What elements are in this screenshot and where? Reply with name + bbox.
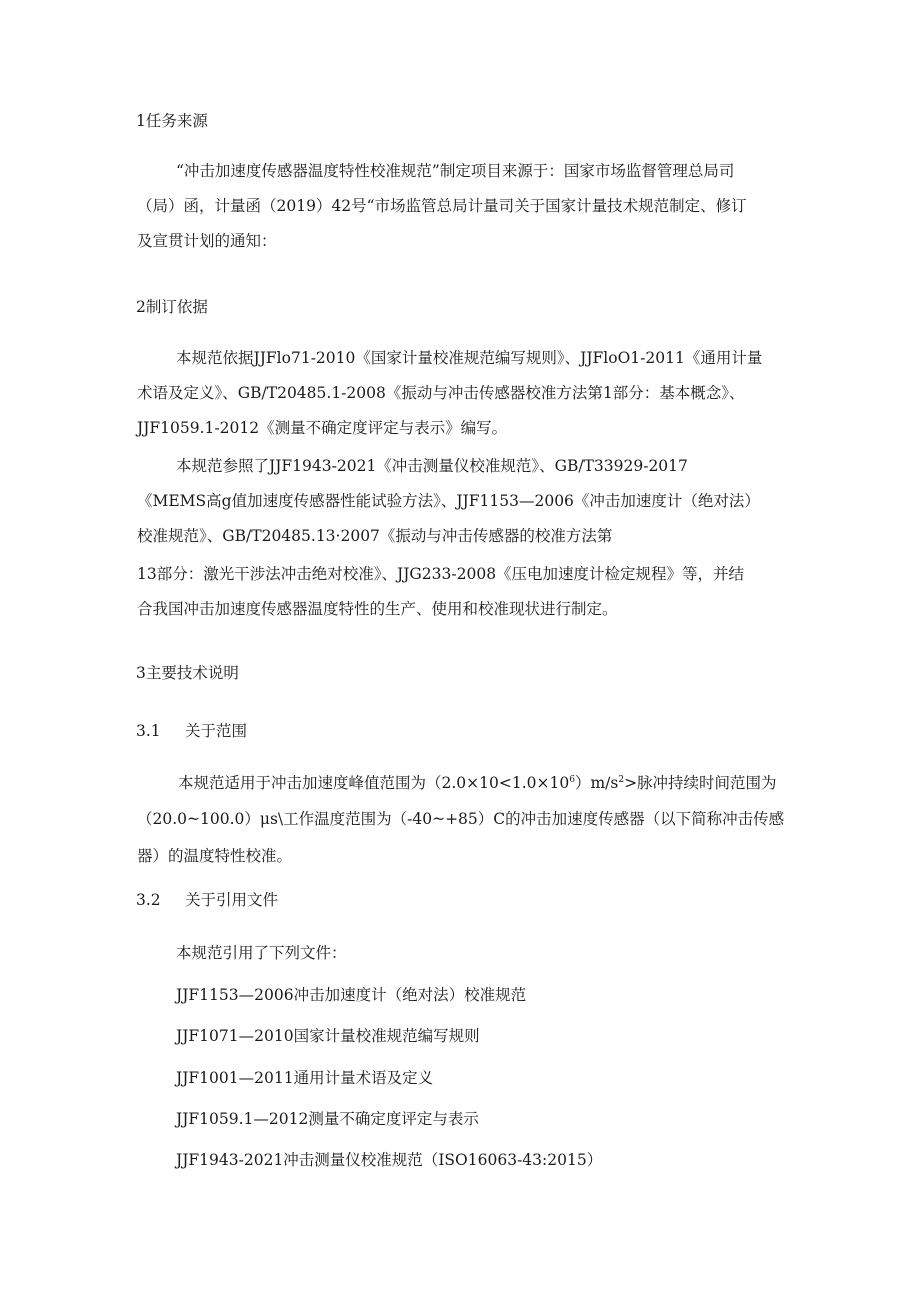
- superscript: 2: [618, 775, 625, 785]
- text-run: >脉冲持续时间范围为: [624, 774, 777, 792]
- reference-item: JJF1059.1—2012测量不确定度评定与表示: [176, 1110, 479, 1128]
- paragraph-line: “冲击加速度传感器温度特性校准规范”制定项目来源于：国家市场监督管理总局司: [176, 162, 735, 180]
- paragraph-line: 本规范依据JJFlo71-2010《国家计量校准规范编写规则》、JJFloO1-2011《通用计量: [176, 349, 763, 367]
- reference-item: JJF1943-2021冲击测量仪校准规范（ISO16063-43:2015）: [176, 1151, 603, 1169]
- paragraph-line: [178, 772, 777, 794]
- paragraph-line: 《MEMS高g值加速度传感器性能试验方法》、JJF1153—2006《冲击加速度计（绝对法）: [137, 492, 760, 510]
- text-run: 本规范适用于冲击加速度峰值范围为（2.0×10<1.0×10: [178, 774, 570, 792]
- paragraph-line: （20.0~100.0）μs\工作温度范围为（-40~+85）C的冲击加速度传感器（以下简称冲击传感: [137, 810, 785, 828]
- paragraph-line: 13部分：激光干涉法冲击绝对校准》、JJG233-2008《压电加速度计检定规程》等，并结: [137, 565, 745, 583]
- paragraph-line: 本规范引用了下列文件：: [176, 944, 347, 962]
- superscript: 6: [569, 775, 575, 785]
- text-run: ）m∕s: [574, 774, 619, 792]
- paragraph-line: 及宣贯计划的通知：: [137, 232, 277, 250]
- subsection-number: 3.2: [136, 891, 161, 909]
- subsection-number: 3.1: [136, 722, 161, 740]
- subsection-title: 关于引用文件: [185, 891, 279, 909]
- subsection-title: 关于范围: [185, 722, 248, 740]
- section-heading-3: 3主要技术说明: [136, 664, 239, 682]
- paragraph-line: JJF1059.1-2012《测量不确定度评定与表示》编写。: [137, 419, 508, 437]
- reference-item: JJF1153—2006冲击加速度计（绝对法）校准规范: [176, 986, 527, 1004]
- paragraph-line: 校准规范》、GB/T20485.13·2007《振动与冲击传感器的校准方法第: [137, 527, 613, 545]
- section-heading-1: 1任务来源: [136, 112, 208, 130]
- reference-item: JJF1071—2010国家计量校准规范编写规则: [176, 1027, 480, 1045]
- section-heading-2: 2制订依据: [136, 298, 208, 316]
- paragraph-line: 器）的温度特性校准。: [137, 847, 293, 865]
- reference-item: JJF1001—2011通用计量术语及定义: [176, 1069, 434, 1087]
- paragraph-line: 术语及定义》、GB/T20485.1-2008《振动与冲击传感器校准方法第1部分：基本概念》、: [137, 384, 745, 402]
- paragraph-line: （局）函，计量函（2019）42号“市场监管总局计量司关于国家计量技术规范制定、修订: [137, 197, 747, 215]
- paragraph-line: 合我国冲击加速度传感器温度特性的生产、使用和校准现状进行制定。: [137, 600, 618, 618]
- paragraph-line: 本规范参照了JJF1943-2021《冲击测量仪校准规范》、GB/T33929-2017: [176, 457, 688, 475]
